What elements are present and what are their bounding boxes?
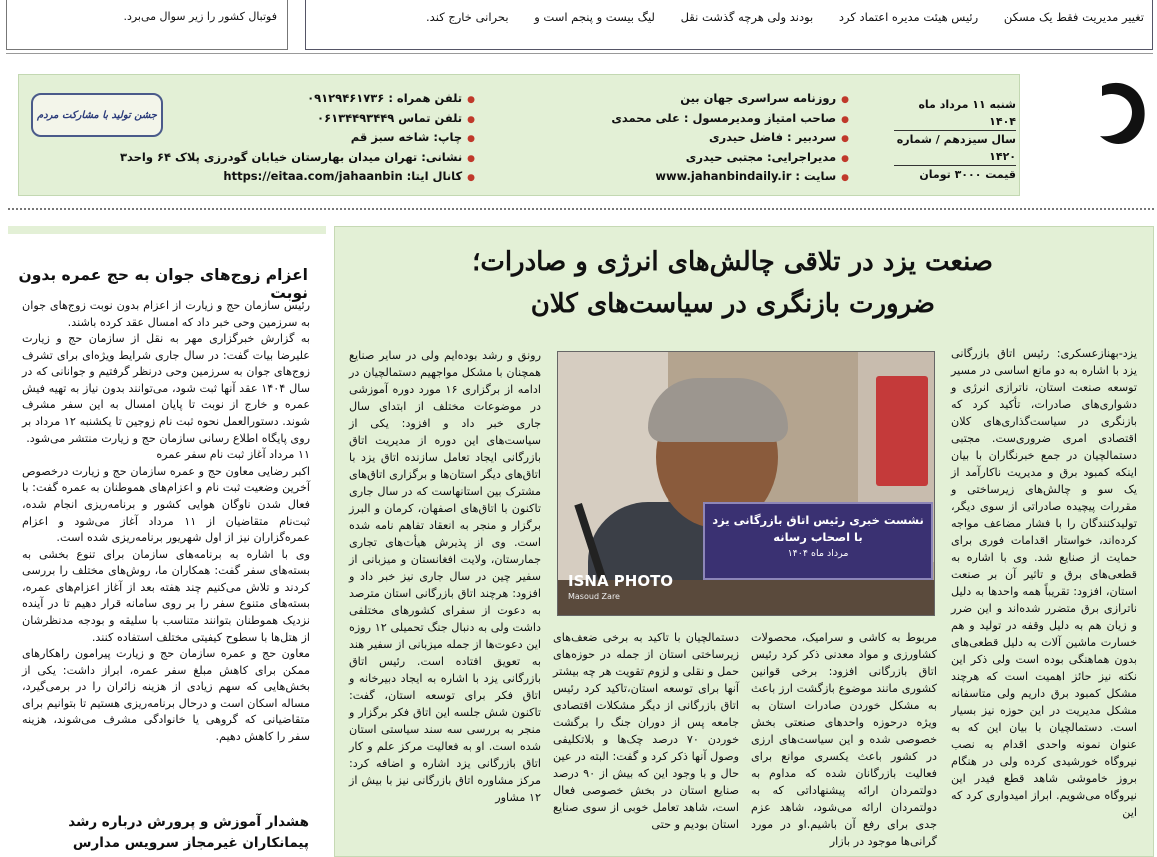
issue-date: شنبه ۱۱ مرداد ماه ۱۴۰۴ — [894, 96, 1016, 131]
top-snippet-box — [6, 0, 288, 50]
sidebar-paragraph: اکبر رضایی معاون حج و عمره سازمان حج و زیارت درخصوص آخرین وضعیت ثبت نام و اعزام‌های هموطنان به عمره گفت: با فعال شدن ناوگان هوایی کشور و برنامه‌ریزی انجام شده، ثبت‌نام متقاضیان از ۱۱ مرداد آغاز می‌شود و اعزام عمره‌گزاران نیز از اول شهریور برنامه‌ریزی شده است. — [22, 464, 310, 545]
newspaper-logo — [1004, 66, 1154, 204]
info-channel[interactable]: ● کانال ایتا: https://eitaa.com/jahaanbin — [115, 167, 475, 187]
stamp-text: جشن تولید با مشارکت مردم — [37, 109, 157, 121]
info-editor: ● سردبیر : فاضل حیدری — [477, 128, 849, 148]
photo-watermark: ISNA PHOTO — [568, 572, 674, 590]
sidebar-paragraph: وی با اشاره به برنامه‌های سازمان برای تنوع بخشی به بسته‌های سفر گفت: همکاران ما، روش‌های مختلف را بررسی کردند و تلاش می‌کنیم چند هفته بعد از آغاز اعزام‌های عمره، بسته‌های متنوع سفر را بر روی سامانه قرار دهیم تا در آینده نزدیک هموطنان بتوانند متناسب با سلیقه و بودجه مدنظرشان از هتل‌ها با سطوح کیفیتی مختلف استفاده کنند. — [22, 547, 310, 644]
nameplate-date: مرداد ماه ۱۴۰۴ — [787, 547, 849, 559]
top-headline-item: بحرانی خارج کند. — [426, 10, 509, 24]
masthead — [8, 66, 1154, 204]
info-newspaper-name: ● روزنامه سراسری جهان بین — [477, 89, 849, 109]
nameplate-line2: با اصحاب رسانه — [773, 530, 863, 545]
sidebar-subheading: ۱۱ مرداد آغاز ثبت نام سفر عمره — [156, 448, 310, 462]
top-headlines-box — [305, 0, 1153, 50]
info-column-main — [477, 89, 849, 187]
campaign-stamp — [31, 93, 163, 137]
headline-primary: صنعت یزد در تلاقی چالش‌های انرژی و صادرات؛ — [472, 247, 993, 277]
top-headline-item: بودند ولی هرچه گذشت نقل — [680, 10, 814, 24]
info-column-contact — [115, 89, 475, 187]
photo-nameplate — [703, 502, 933, 580]
article-photo — [557, 351, 935, 616]
article-column-4: رونق و رشد بوده‌ایم ولی در سایر صنایع همچنان با مشکل مواجهیم دستمالچیان در ادامه از برگزاری ۱۶ مورد دوره آموزشی در موضوعات مختلف از ابتدای سال جاری خبر داد و افزود: یکی از سیاست‌های این دوره از مدیریت اتاق بازرگانی ایجاد تعامل سازنده اتاق یزد با اتاق‌های دیگر استان‌ها و برگزاری اتاق‌های مشترک بین استانهاست که در سال جاری تاکنون با اتاق‌های اصفهان، کرمان و البرز برگزار و منجر به انعقاد تفاهم نامه شده است. وی از پذیرش هیأت‌های تجاری جمارستان، ولایت افغانستان و میزبانی از سفیر چین در سال جاری نیز خبر داد و افزود: هرچند اتاق بازرگانی استان مترصد به دعوت از سفرای کشورهای مختلفی داشت ولی به دنبال جنگ تحمیلی ۱۲ روزه این دعوت‌ها از جمله میزبانی از سفیر هند به تعویق افتاده است. رئیس اتاق بازرگانی یزد با اشاره به ایجاد دبیرخانه و اتاق فکر برای توسعه استان، گفت: تاکنون شش جلسه این اتاق فکر برگزار و منجر به بررسی سه سند سیاستی استان شده است. او به فعالیت مرکز علم و کار اتاق بازرگانی یزد اشاره و اضافه کرد: مرکز مشاوره اتاق بازرگانی نیز با بیش از ۱۲ مشاور — [349, 349, 541, 805]
sidebar-title: اعزام زوج‌های جوان به حج عمره بدون نوبت — [18, 266, 308, 302]
issue-price: قیمت ۳۰۰۰ تومان — [919, 168, 1016, 182]
article-column-1: یزد-بهنازعسکری: رئیس اتاق بازرگانی یزد با اشاره به دو مانع اساسی در مسیر توسعه صنعت استان، ناترازی انرژی و دشواری‌های صادرات، تأکید کرد که بازنگری در سیاست‌گذاری‌های کلان اقتصادی امری ضروری‌ست. مجتبی دستمالچیان در جمع خبرنگاران با بیان اینکه کمبود برق و مدیریت ناکارآمد از یک سو و چالش‌های زیرساختی و مقررات پیچیده صادراتی از سوی دیگر، تولیدکنندگان را با فشار مضاعف مواجه کرده‌اند، خواستار اقدامات فوری برای حمایت از صنایع شد. وی با اشاره به قطعی‌های برق و تاثیر آن بر صنعت استان، افزود: تقریباً همه واحدها به دلیل ناترازی برق متضرر شده‌اند و این ضرر و زیان هم به دلیل وقفه در تولید و هم خسارت ماشین آلات به دلیل قطعی‌های بدون هماهنگی بوده است ولی ذکر این نکته نیز حائز اهمیت است که هرچند مشکل کمبود برق داریم ولی متاسفانه مشکل مدیریت در این حوزه نیز بسیار است. دستمالچیان با بیان این که به عنوان نمونه واحدی اقدام به نصب نیروگاه خورشیدی کرده ولی در هنگام بروز خاموشی شاهد قطع فیدر این نیروگاه می‌شویم. ابراز امیدواری کرد که این — [951, 347, 1137, 820]
divider — [8, 208, 1154, 210]
photo-credit: Masoud Zare — [568, 592, 620, 601]
article-column-2: مربوط به کاشی و سرامیک، محصولات کشاورزی و مواد معدنی ذکر کرد رئیس اتاق بازرگانی افزود: برخی قوانین کشوری مانند موضوع بازگشت ارز باعث به مشکل خوردن صادرات استان به ویژه درحوزه واحدهای صنعتی بخش خصوصی شده و این سیاست‌های ارزی در کشور باعث یکسری موانع برای فعالیت بازرگانان شده که مداوم به دولتمردان ارائه پیشنهاداتی که به دولتمردان ارائه می‌شود، شاهد عزم جدی برای رفع آن باشیم.او در مورد گرانی‌ها موجود در بازار — [751, 631, 937, 849]
logo-globe-icon — [1100, 83, 1145, 144]
headline-secondary: ضرورت بازنگری در سیاست‌های کلان — [530, 289, 935, 319]
sidebar-paragraph: معاون حج و عمره سازمان حج و زیارت پیرامون راهکارهای ممکن برای کاهش مبلغ سفر عمره، ابراز داشت: یکی از بخش‌هایی که سهم زیادی از هزینه زائران را در برمی‌گیرد، مساله اسکان است و درحال برنامه‌ریزی هستیم تا بتوانیم برای متقاضیانی که گروهی یا خانوادگی مشرف می‌شوند، هزینه سفر را کاهش دهیم. — [22, 647, 310, 744]
top-headline-item: تغییر مدیریت فقط یک مسکن — [1003, 10, 1144, 24]
top-headline-item: لیگ بیست و پنجم است و — [534, 10, 655, 24]
issue-info — [894, 96, 1016, 183]
sidebar-second-title: هشدار آموزش و پرورش درباره رشد پیمانکاران غیرمجاز سرویس مدارس — [68, 814, 309, 851]
top-snippet-text: فوتبال کشور را زیر سوال می‌برد. — [123, 10, 277, 23]
info-website[interactable]: ● سایت : www.jahanbindaily.ir — [477, 167, 849, 187]
info-executive: ● مدیراجرایی: مجتبی حیدری — [477, 148, 849, 168]
info-mobile: ● تلفن همراه : ۰۹۱۲۹۴۶۱۷۳۶ — [115, 89, 475, 109]
sidebar-paragraph: رئیس سازمان حج و زیارت از اعزام بدون نوبت زوج‌های جوان به سرزمین وحی خبر داد که امسال عقد کرده باشند. — [22, 299, 310, 329]
sidebar-paragraph: به گزارش خبرگزاری مهر به نقل از سازمان حج و زیارت علیرضا بیات گفت: در سال جاری شرایط ویژه‌ای برای تشرف زوج‌های جوان به سرزمین وحی درنظر گرفتیم و جوانانی که در سال ۱۴۰۴ عقد آنها ثبت شود، می‌توانند بدون نیاز به تهیه فیش عمره و خارج از نوبت تا پایان امسال به این سفر مشرف شوند. دستورالعمل نحوه ثبت نام زوجین تا یکشنبه ۱۲ مرداد بر روی پایگاه اطلاع رسانی سازمان حج و زیارت منتشر می‌شود. — [22, 332, 310, 445]
info-address: ● نشانی: تهران میدان بهارستان خیابان گودرزی پلاک ۶۴ واحد۳ — [115, 148, 475, 168]
info-print: ● چاپ: شاخه سبز قم — [115, 128, 475, 148]
sidebar-article — [8, 226, 326, 857]
issue-number: سال سیزدهم / شماره ۱۴۲۰ — [894, 131, 1016, 166]
sidebar-body — [22, 298, 310, 746]
masthead-panel — [18, 74, 1020, 196]
info-phone: ● تلفن تماس ۰۶۱۳۴۴۹۳۴۴۹ — [115, 109, 475, 129]
flag-icon — [876, 376, 928, 486]
info-owner: ● صاحب امتیاز ومدیرمسول : علی محمدی — [477, 109, 849, 129]
article-column-3: دستمالچیان با تاکید به برخی ضعف‌های زیرساختی استان از جمله در حوزه‌های حمل و نقلی و لزوم تقویت هر چه بیشتر آنها برای توسعه استان،تاکید کرد رئیس اتاق بازرگانی از دیگر مشکلات اقتصادی جامعه پس از دوران جنگ را برگشت خوردن ۷۰ درصد چک‌ها و بلاتکلیفی وصول آنها ذکر کرد و گفت: البته در عین حال و با وجود این که بیش از ۹۰ درصد صنایع استان در بخش خصوصی فعال است، شاهد تعامل خوبی از سوی صنایع استان بودیم و حتی — [553, 631, 739, 832]
main-article — [334, 226, 1154, 857]
top-headline-item: رئیس هیئت مدیره اعتماد کرد — [838, 10, 979, 24]
nameplate-line1: نشست خبری رئیس اتاق بازرگانی یزد — [712, 513, 924, 527]
